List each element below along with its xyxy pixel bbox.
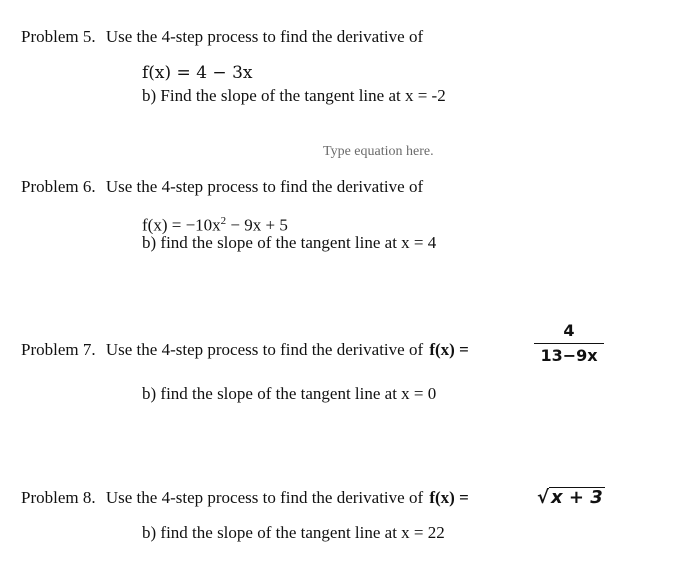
problem-8-part-b: b) find the slope of the tangent line at x = 22 <box>142 523 445 542</box>
problem-6-function <box>142 211 288 236</box>
problem-6-function-exponent: 2 <box>220 215 227 227</box>
problem-7-label: Problem 7. <box>21 340 96 359</box>
problem-8-label: Problem 8. <box>21 488 96 507</box>
problem-8-radicand: x + 3 <box>551 487 603 508</box>
problem-6-heading <box>21 177 423 197</box>
problem-6-function-term-b: − 9x + 5 <box>226 215 288 235</box>
problem-8-instruction: Use the 4-step process to find the derivative of <box>105 488 424 507</box>
problem-7-part-b: b) find the slope of the tangent line at x = 0 <box>142 384 437 403</box>
problem-6-instruction: Use the 4-step process to find the derivative of <box>105 177 424 196</box>
problem-8-function-lhs: f(x) = <box>429 488 469 507</box>
problem-5-function: f(x) = 4 − 3x <box>142 63 253 83</box>
problem-7-numerator: 4 <box>563 321 575 340</box>
equation-placeholder[interactable]: Type equation here. <box>323 144 434 159</box>
problem-5-heading <box>21 27 423 47</box>
problem-6-function-term-a: −10x <box>185 215 221 235</box>
problem-5-label: Problem 5. <box>21 27 96 46</box>
problem-7-fraction <box>534 322 604 365</box>
problem-6-label: Problem 6. <box>21 177 96 196</box>
square-root-icon: √ <box>537 487 550 508</box>
problem-7-instruction: Use the 4-step process to find the derivative of <box>105 340 424 359</box>
problem-7-denominator: 13−9x <box>540 346 598 365</box>
problem-6-function-prefix: f(x) = <box>142 215 186 235</box>
problem-8-heading <box>21 488 469 508</box>
problem-5-part-b: b) Find the slope of the tangent line at x = -2 <box>142 86 446 105</box>
fraction-bar <box>534 343 604 344</box>
problem-7-function-lhs: f(x) = <box>429 340 469 359</box>
problem-5-instruction: Use the 4-step process to find the derivative of <box>105 27 424 46</box>
problem-6-part-b: b) find the slope of the tangent line at x = 4 <box>142 233 437 252</box>
problem-7-heading <box>21 340 469 360</box>
problem-8-radical <box>537 487 605 508</box>
